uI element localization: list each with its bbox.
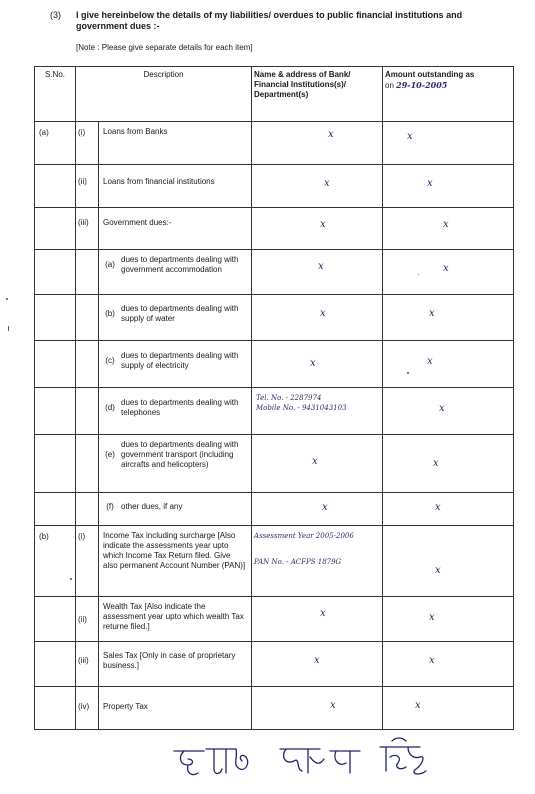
handwritten-cross: x [312,456,318,467]
row-description-text: other dues, if any [121,502,183,511]
table-row [35,687,514,730]
row-letter: (c) [105,356,115,365]
handwritten-cross: x [435,502,441,513]
row-sno [35,388,76,435]
table-row [35,388,514,435]
handwritten-cross: x [320,608,326,619]
row-letter: (a) [105,260,115,269]
handwritten-cross: x [427,356,433,367]
row-description: Loans from Banks [99,122,252,165]
row-sno [35,435,76,493]
table-row [35,165,514,208]
row-sno [35,295,76,341]
row-roman: (iv) [76,687,99,730]
row-description [99,295,252,341]
handwritten-cross: x [328,129,334,140]
row-roman: (iii) [76,208,99,250]
handwritten-cross: x [320,219,326,230]
handwritten-cross: x [443,219,449,230]
handwritten-cross: x [318,261,324,272]
table-row [35,435,514,493]
col-header-sno: S.No. [35,67,76,122]
row-description [99,493,252,526]
table-row [35,642,514,687]
handwritten-cross: x [310,358,316,369]
row-description-text: dues to departments dealing with supply of electricity [121,351,239,370]
row-sno: (b) [35,526,76,597]
handwritten-pan: PAN No. - ACFPS 1879G [254,558,342,566]
table-row [35,597,514,642]
col-header-bank: Name & address of Bank/ Financial Institutions(s)/ Department(s) [252,67,383,122]
table-row [35,526,514,597]
row-bank [252,341,383,388]
row-roman [76,295,99,341]
row-bank [252,295,383,341]
table-row [35,122,514,165]
row-bank [252,165,383,208]
row-bank [252,687,383,730]
row-roman [76,493,99,526]
handwritten-cross: x [429,308,435,319]
row-description-text: dues to departments dealing with government accommodation [121,255,239,274]
scan-speck [8,326,9,331]
row-description: Government dues:- [99,208,252,250]
row-bank [252,435,383,493]
row-description [99,250,252,295]
amount-header-on: on [385,81,394,90]
row-sno [35,597,76,642]
row-bank [252,526,383,597]
handwritten-telephone: Tel. No. - 2287974 [256,394,322,402]
row-letter: (b) [105,309,115,318]
row-description-text: dues to departments dealing with supply of water [121,304,239,323]
row-letter: (d) [105,403,115,412]
row-description [99,435,252,493]
row-amount [383,122,514,165]
handwritten-cross: x [443,263,449,274]
table-row [35,341,514,388]
row-bank [252,122,383,165]
section-note: [Note : Please give separate details for each item] [76,43,253,52]
section-heading: I give hereinbelow the details of my liabilities/ overdues to public financial institutions and government dues :- [76,10,463,31]
table-header-row [35,67,514,122]
amount-header-label: Amount outstanding as [385,70,475,79]
row-description: Wealth Tax [Also indicate the assessment year upto which wealth Tax returne filed.] [99,597,252,642]
row-letter: (f) [106,502,114,511]
row-sno [35,165,76,208]
row-description [99,388,252,435]
row-description: Loans from financial institutions [99,165,252,208]
row-letter: (e) [105,450,115,459]
row-sno: (a) [35,122,76,165]
handwritten-cross: x [407,131,413,142]
row-roman: (ii) [76,165,99,208]
handwritten-cross: x [314,655,320,666]
handwritten-mobile: Mobile No. - 9431043103 [256,404,347,412]
handwritten-signature [170,735,470,785]
scan-speck [418,274,419,275]
row-bank [252,208,383,250]
table-row [35,493,514,526]
handwritten-cross: x [324,178,330,189]
row-description: Sales Tax [Only in case of proprietary business.] [99,642,252,687]
handwritten-cross: x [433,458,439,469]
row-bank [252,493,383,526]
row-amount [383,250,514,295]
signature-drawing [170,735,470,785]
col-header-amount [383,67,514,122]
handwritten-cross: x [427,178,433,189]
row-roman: (i) [76,526,99,597]
row-amount [383,597,514,642]
row-description: Income Tax including surcharge [Also indicate the assessments year upto which Income Tax Return filed. Give also permanent Account Number (PAN)] [99,526,252,597]
handwritten-assessment-year: Assessment Year 2005-2006 [254,532,354,540]
handwritten-cross: x [429,612,435,623]
row-amount [383,388,514,435]
row-sno [35,642,76,687]
col-header-description: Description [76,67,252,122]
handwritten-cross: x [435,565,441,576]
handwritten-cross: x [439,403,445,414]
liabilities-table [34,66,514,730]
amount-header-date: 29-10-2005 [396,80,448,90]
row-description-text: dues to departments dealing with government transport (including aircrafts and helicopters) [121,440,239,469]
row-sno [35,208,76,250]
row-amount [383,526,514,597]
row-roman [76,388,99,435]
row-description-text: dues to departments dealing with telephones [121,398,239,417]
row-bank [252,642,383,687]
row-bank [252,597,383,642]
row-description [99,341,252,388]
row-roman [76,435,99,493]
scan-speck [6,298,8,300]
handwritten-cross: x [429,655,435,666]
row-roman [76,341,99,388]
table-row [35,250,514,295]
table-row [35,295,514,341]
table-row [35,208,514,250]
row-roman [76,250,99,295]
row-bank [252,388,383,435]
scan-speck [407,372,409,374]
row-roman: (ii) [76,597,99,642]
scan-speck [70,578,72,580]
handwritten-cross: x [330,700,336,711]
row-sno [35,341,76,388]
row-sno [35,493,76,526]
handwritten-cross: x [320,308,326,319]
row-bank [252,250,383,295]
row-sno [35,250,76,295]
row-description: Property Tax [99,687,252,730]
handwritten-cross: x [322,502,328,513]
row-roman: (iii) [76,642,99,687]
handwritten-cross: x [415,700,421,711]
section-number: (3) [50,10,61,20]
row-roman: (i) [76,122,99,165]
row-sno [35,687,76,730]
